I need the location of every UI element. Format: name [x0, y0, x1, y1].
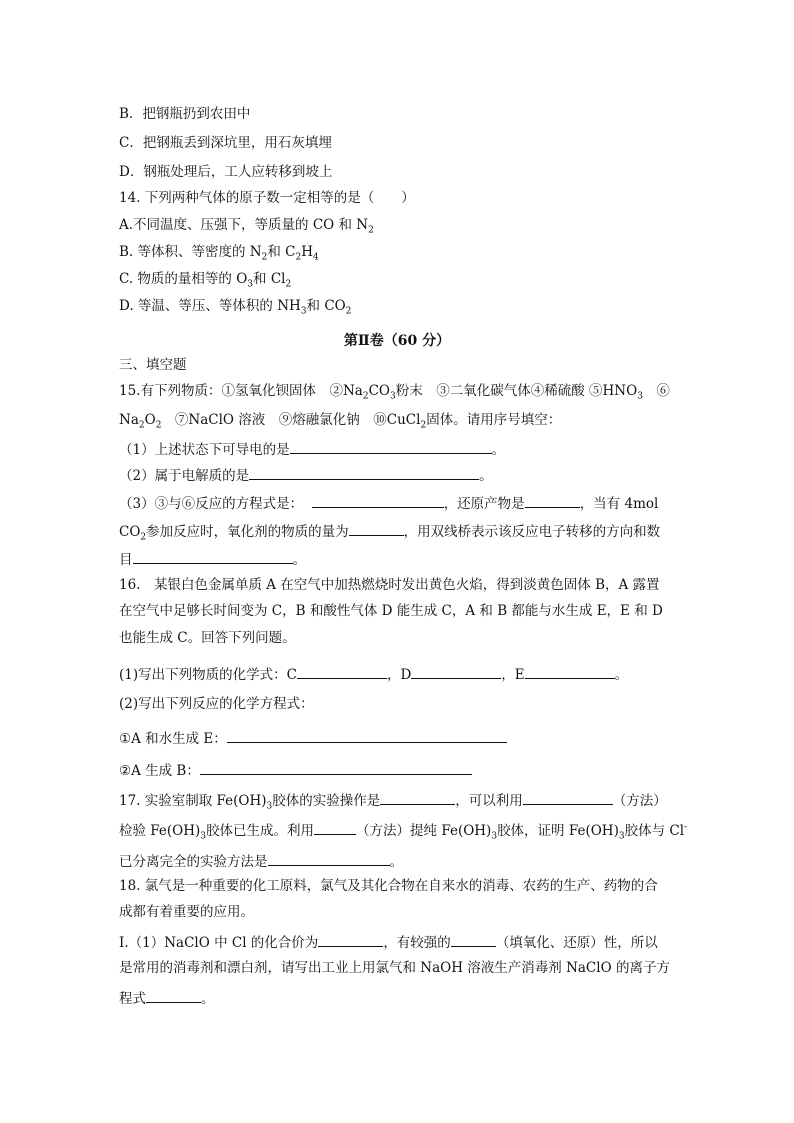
question-15-3: （3）③与⑥反应的方程式是： ，还原产物是 ，当有 4mol: [119, 496, 659, 512]
answer-blank[interactable]: [227, 730, 507, 743]
option-b-14: B. 等体积、等密度的 $N_2$和 $C_2H_4$: [119, 244, 319, 263]
option-d-14: D. 等温、等压、等体积的 $NH_3$和 $CO_2$: [119, 298, 352, 317]
question-17: 17. 实验室制取 $Fe(OH)_3$胶体的实验操作是 ，可以利用 （方法）: [119, 793, 667, 812]
question-14: 14. 下列两种气体的原子数一定相等的是（ ）: [119, 190, 415, 206]
section-title: 第Ⅱ卷（60 分）: [343, 333, 451, 349]
answer-blank[interactable]: [523, 792, 613, 805]
question-15: 15.有下列物质：①氢氧化钡固体 $②Na_2CO_3$粉末 ③二氧化碳气体④稀硫酸 $⑤HNO_3$ ⑥: [119, 383, 670, 402]
question-15-cont: $Na_2O_2$ ⑦NaClO 溶液 ⑨熔融氯化钠 ⑩CuCl$_2$固体。请用序号填空：: [119, 412, 562, 431]
question-16: 16. 某银白色金属单质 A 在空气中加热燃烧时发出黄色火焰，得到淡黄色固体 B，A 露置: [119, 577, 660, 593]
answer-blank[interactable]: [318, 934, 383, 947]
question-17-line3: 已分离完全的实验方法是 。: [119, 854, 403, 870]
option-d-13: D．钢瓶处理后，工人应转移到坡上: [119, 164, 333, 180]
answer-blank[interactable]: [349, 523, 404, 536]
answer-blank[interactable]: [314, 822, 356, 835]
question-18-1-cont: 是常用的消毒剂和漂白剂，请写出工业上用氯气和 NaOH 溶液生产消毒剂 NaClO 的离子方: [119, 960, 670, 976]
option-a-14: A.不同温度、压强下，等质量的 CO 和 $N_2$: [119, 217, 374, 236]
answer-blank[interactable]: [200, 762, 472, 775]
answer-blank[interactable]: [312, 495, 444, 508]
answer-blank[interactable]: [525, 495, 580, 508]
answer-blank[interactable]: [411, 666, 501, 679]
option-c-13: C．把钢瓶丢到深坑里，用石灰填埋: [119, 135, 332, 151]
answer-blank[interactable]: [290, 441, 492, 454]
answer-blank[interactable]: [525, 666, 615, 679]
question-16-2: (2)写出下列反应的化学方程式：: [119, 696, 314, 712]
question-18: 18. 氯气是一种重要的化工原料，氯气及其化合物在自来水的消毒、农药的生产、药物的合: [119, 878, 658, 894]
question-16-line3: 也能生成 C。回答下列问题。: [119, 630, 296, 646]
question-16-1: (1)写出下列物质的化学式：C ，D ，E 。: [119, 667, 629, 683]
question-16-line2: 在空气中足够长时间变为 C，B 和酸性气体 D 能生成 C，A 和 B 都能与水生成 E，E 和 D: [119, 603, 663, 619]
answer-blank[interactable]: [249, 467, 479, 480]
answer-blank[interactable]: [133, 551, 293, 564]
question-15-1: （1）上述状态下可导电的是 。: [119, 442, 506, 458]
answer-blank[interactable]: [380, 792, 455, 805]
option-b-13: B．把钢瓶扔到农田中: [119, 106, 251, 122]
question-15-3-end: 目 。: [119, 552, 306, 568]
answer-blank[interactable]: [451, 934, 496, 947]
question-16-2b: ②A 生成 B：: [119, 762, 472, 779]
question-15-2: （2）属于电解质的是 。: [119, 468, 493, 484]
option-c-14: C. 物质的量相等的 $O_3$和 $Cl_2$: [119, 271, 292, 290]
question-17-line2: 检验 $Fe(OH)_3$胶体已生成。利用 （方法）提纯 $Fe(OH)_3$胶体，证明 $Fe(OH)_3$胶体与 Cl-: [119, 822, 688, 842]
question-18-line2: 成都有着重要的应用。: [119, 904, 254, 920]
question-16-2a: ①A 和水生成 E：: [119, 730, 507, 747]
question-18-1: Ⅰ.（1）NaClO 中 Cl 的化合价为 ，有较强的 （填氧化、还原）性，所以: [119, 935, 658, 951]
section-heading: 三、填空题: [119, 357, 187, 373]
answer-blank[interactable]: [146, 990, 201, 1003]
answer-blank[interactable]: [297, 666, 387, 679]
question-18-1-end: 程式 。: [119, 991, 215, 1007]
question-15-3-cont: $CO_2$参加反应时，氧化剂的物质的量为 ，用双线桥表示该反应电子转移的方向和数: [119, 524, 661, 543]
answer-blank[interactable]: [268, 853, 390, 866]
